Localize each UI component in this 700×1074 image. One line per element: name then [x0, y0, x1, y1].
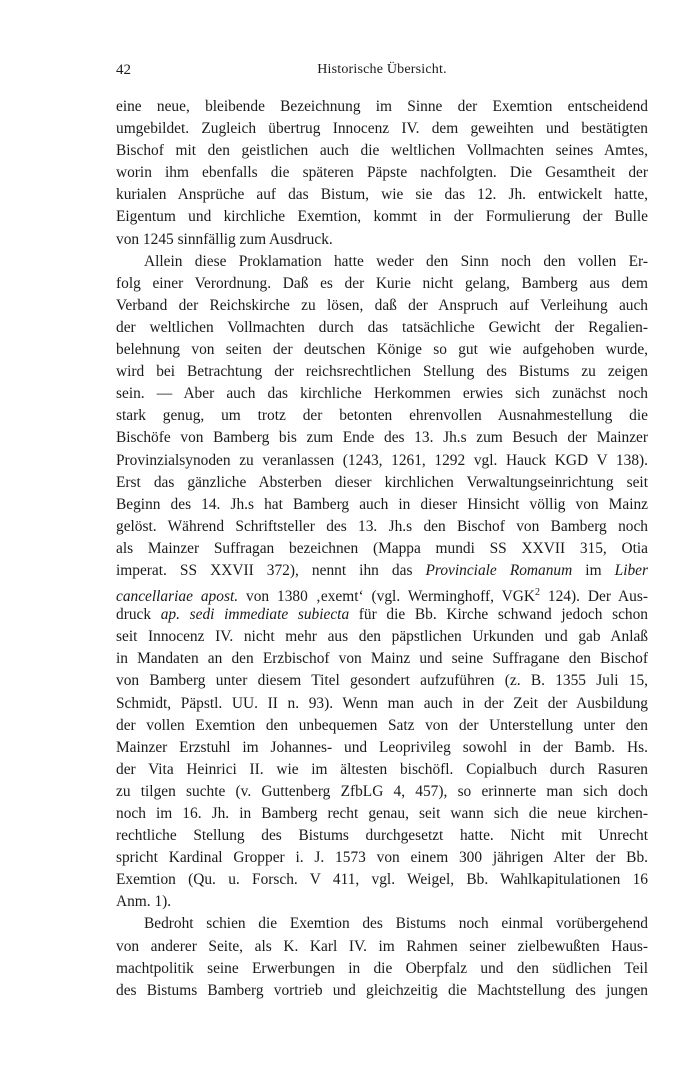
text-line: als Mainzer Suffragan bezeichnen (Mappa mundi SS XXVII 315, Otia [116, 539, 648, 557]
text-line: Schmidt, Päpstl. UU. II n. 93). Wenn man auch in der Zeit der Ausbildung [116, 694, 648, 712]
text-line: zu tilgen suchte (v. Guttenberg ZfbLG 4, 457), so erinnerte man sich doch [116, 782, 648, 800]
page-header [116, 62, 648, 82]
text-line: kurialen Ansprüche auf das Bistum, wie sie das 12. Jh. entwickelt hatte, [116, 186, 648, 204]
italic-title: cancellariae apost. [116, 588, 239, 606]
text-line: der weltlichen Vollmachten durch das tatsächliche Gewicht der Regalien- [116, 318, 648, 336]
text-line: folg einer Verordnung. Daß es der Kurie nicht gelang, Bamberg aus dem [116, 274, 648, 292]
text-line: Mainzer Erzstuhl im Johannes- und Leoprivileg sowohl in der Bamb. Hs. [116, 738, 648, 756]
text-run: von 1380 ‚exemt‘ (vgl. Werminghoff, VGK [238, 588, 535, 606]
italic-phrase: ap. sedi immediate subiecta [160, 606, 350, 624]
text-line [116, 582, 648, 604]
text-line: noch im 16. Jh. in Bamberg recht genau, seit wann sich die neue kirchen- [116, 805, 648, 822]
text-line: worin ihm ebenfalls die späteren Päpste nachfolgten. Die Gesamtheit der [116, 164, 648, 182]
superscript: 2 [534, 587, 540, 599]
italic-title: Provinciale Romanum [425, 561, 573, 579]
text-line: Verband der Reichskirche zu lösen, daß der Anspruch auf Verleihung auch [116, 296, 648, 314]
text-line: der Vita Heinrici II. wie im ältesten bischöfl. Copialbuch durch Rasuren [116, 760, 648, 778]
text-line: eine neue, bleibende Bezeichnung im Sinne der Exemtion entscheidend [116, 98, 648, 115]
text-line: sein. — Aber auch das kirchliche Herkommen erwies sich zunächst noch [116, 385, 648, 403]
italic-title: Liber [614, 561, 648, 579]
text-line: von Bamberg unter diesem Titel gesondert aufzuführen (z. B. 1355 Juli 15, [116, 672, 648, 690]
text-line: der vollen Exemtion den unbequemen Satz von der Unterstellung unter den [116, 716, 648, 734]
text-line: belehnung von seiten der deutschen Könige so gut wie aufgehoben wurde, [116, 341, 648, 359]
text-line: in Mandaten an den Erzbischof von Mainz und seine Suffragane den Bischof [116, 650, 648, 668]
text-run: für die Bb. Kirche schwand jedoch schon [349, 606, 648, 624]
text-run: imperat. SS XXVII 372), nennt ihn das [116, 561, 426, 579]
text-run: 124). Der Aus- [539, 588, 648, 606]
text-line: Erst das gänzliche Absterben dieser kirchlichen Verwaltungseinrichtung seit [116, 473, 648, 491]
page-number: 42 [116, 62, 131, 78]
text-line: gelöst. Während Schriftsteller des 13. Jh.s den Bischof von Bamberg noch [116, 517, 648, 535]
text-line [116, 604, 648, 626]
text-line: Eigentum und kirchliche Exemtion, kommt in der Formulierung der Bulle [116, 208, 648, 226]
text-line: spricht Kardinal Gropper i. J. 1573 von einem 300 jährigen Alter der Bb. [116, 849, 648, 867]
text-line: machtpolitik seine Erwerbungen in die Oberpfalz und den südlichen Teil [116, 959, 648, 977]
text-line: Allein diese Proklamation hatte weder den Sinn noch den vollen Er- [144, 252, 648, 270]
text-line: Provinzialsynoden zu veranlassen (1243, 1261, 1292 vgl. Hauck KGD V 138). [116, 451, 648, 469]
text-line: rechtliche Stellung des Bistums durchgesetzt hatte. Nicht mit Unrecht [116, 827, 648, 845]
text-run: im [572, 561, 615, 579]
running-head: Historische Übersicht. [317, 62, 447, 77]
text-line: Bischöfe von Bamberg bis zum Ende des 13. Jh.s zum Besuch der Mainzer [116, 429, 648, 447]
text-line: Exemtion (Qu. u. Forsch. V 411, vgl. Weigel, Bb. Wahlkapitulationen 16 [116, 871, 648, 889]
text-line: Anm. 1). [116, 893, 172, 911]
text-line: Bischof mit den geistlichen auch die weltlichen Vollmachten seines Amtes, [116, 142, 648, 160]
text-line: stark genug, um trotz der betonten ehrenvollen Ausnahmestellung die [116, 407, 648, 425]
text-line: umgebildet. Zugleich übertrug Innocenz IV. dem geweihten und bestätigten [116, 120, 648, 138]
text-line [116, 560, 648, 582]
text-run: druck [116, 606, 161, 624]
text-line: Beginn des 14. Jh.s hat Bamberg auch in dieser Hinsicht völlig von Mainz [116, 495, 648, 513]
text-line: wird bei Betrachtung der reichsrechtlichen Stellung des Bistums zu zeigen [116, 363, 648, 381]
body-text [116, 96, 648, 1002]
text-line: von 1245 sinnfällig zum Ausdruck. [116, 230, 333, 248]
text-line: Bedroht schien die Exemtion des Bistums noch einmal vorübergehend [144, 915, 648, 933]
text-line: von anderer Seite, als K. Karl IV. im Rahmen seiner zielbewußten Haus- [116, 937, 648, 955]
text-line: seit Innocenz IV. nicht mehr aus den päpstlichen Urkunden und gab Anlaß [116, 628, 648, 646]
text-line: des Bistums Bamberg vortrieb und gleichzeitig die Machtstellung des jungen [116, 981, 648, 999]
